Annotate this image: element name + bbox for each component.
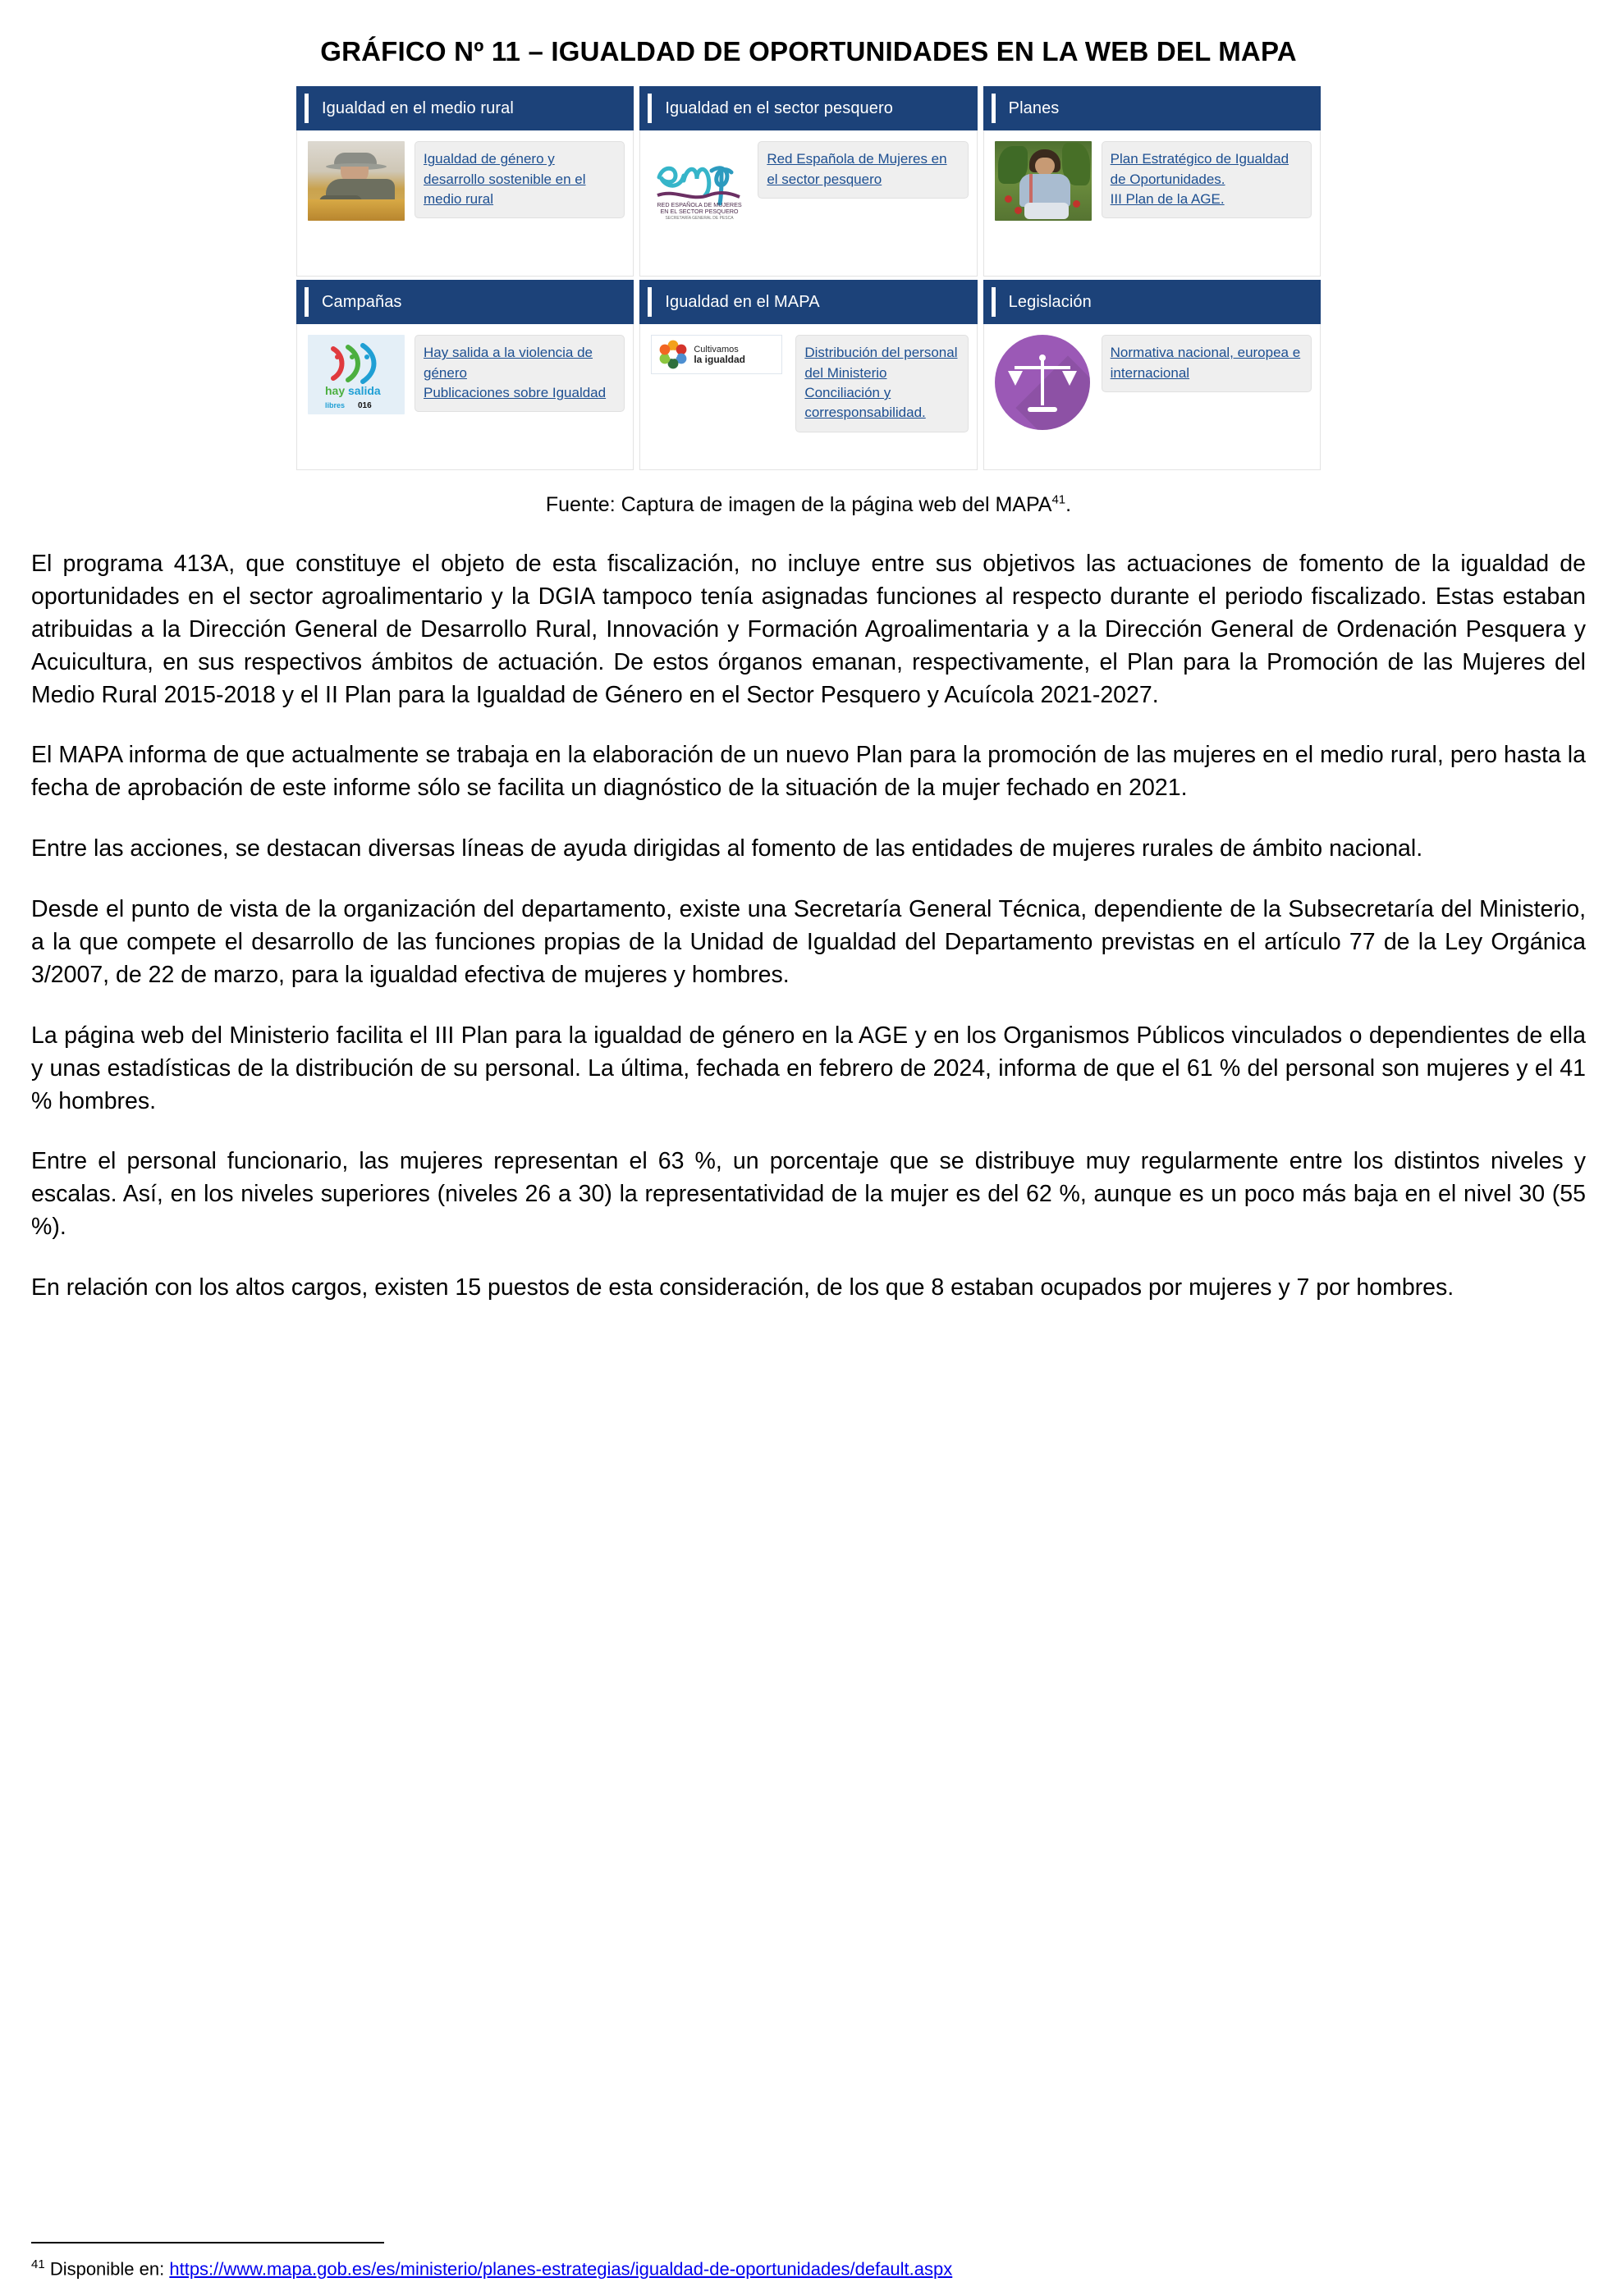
balance-glyph-icon	[995, 335, 1090, 430]
page-title: GRÁFICO Nº 11 – IGUALDAD DE OPORTUNIDADES EN LA WEB DEL MAPA	[320, 36, 1297, 67]
figure-column-3	[983, 86, 1321, 473]
panel-igualdad-en-el-mapa	[639, 280, 977, 470]
cultivamos-logo-text	[694, 345, 745, 366]
panel-thumbnail	[651, 141, 748, 221]
tomato-shape-icon	[1015, 207, 1022, 214]
link-plan-estrategico-igualdad-oportunidades[interactable]: Plan Estratégico de Igualdad de Oportunidades.	[1110, 151, 1289, 187]
figure-graphic-11	[296, 86, 1321, 473]
panel-title: Campañas	[322, 292, 402, 311]
accent-bar-icon	[992, 287, 996, 317]
panel-campanas	[296, 280, 634, 470]
paragraph-7: En relación con los altos cargos, existen 15 puestos de esta consideración, de los que 8 estaban ocupados por mujeres y 7 por hombres.	[31, 1274, 1454, 1301]
panel-header	[639, 86, 977, 130]
link-igualdad-genero-desarrollo-rural[interactable]: Igualdad de género y desarrollo sostenible en el medio rural	[424, 151, 586, 208]
wheat-field-shape-icon	[308, 199, 405, 221]
paragraph-5: La página web del Ministerio facilita el III Plan para la igualdad de género en la AGE y en los Organismos Públicos vinculados o dependientes de ella y unas estadísticas de la distribución de su personal. La última, fechada en febrero de 2024, informa de que el 61 % del personal son mujeres y el 41 % hombres.	[31, 1022, 1586, 1114]
panel-title: Planes	[1008, 98, 1060, 117]
cultivamos-la-igualdad-logo	[651, 335, 782, 374]
document-page	[0, 18, 1617, 2296]
panel-header	[296, 280, 634, 324]
panel-title: Legislación	[1008, 292, 1092, 311]
link-red-espanola-mujeres-sector-pesquero[interactable]: Red Española de Mujeres en el sector pesquero	[767, 151, 947, 187]
tomato-shape-icon	[1005, 195, 1012, 203]
panel-igualdad-sector-pesquero	[639, 86, 977, 277]
accent-bar-icon	[648, 287, 652, 317]
link-hay-salida-violencia-genero[interactable]: Hay salida a la violencia de género	[424, 345, 593, 381]
link-distribucion-personal-ministerio[interactable]: Distribución del personal del Ministerio	[804, 345, 958, 381]
figure-column-1	[296, 86, 634, 473]
accent-bar-icon	[992, 94, 996, 123]
panel-links-card	[795, 335, 968, 432]
panel-thumbnail	[308, 335, 405, 414]
link-publicaciones-sobre-igualdad[interactable]: Publicaciones sobre Igualdad	[424, 385, 607, 401]
link-conciliacion-corresponsabilidad[interactable]: Conciliación y corresponsabilidad.	[804, 385, 926, 421]
paragraph-1: El programa 413A, que constituye el objeto de esta fiscalización, no incluye entre sus objetivos las actuaciones de fomento de la igualdad de oportunidades en el sector agroalimentario y la DGIA tampoco tenía asignadas funciones al respecto durante el periodo fiscalizado. Estas estaban atribuidas a la Dirección General de Desarrollo Rural, Innovación y Formación Agroalimentaria y a la Dirección General de Ordenación Pesquera y Acuicultura, en sus respectivos ámbitos de actuación. De estos órganos emanan, respectivamente, el Plan para la Promoción de las Mujeres del Medio Rural 2015-2018 y el II Plan para la Igualdad de Género en el Sector Pesquero y Acuícola 2021-2027.	[31, 550, 1586, 708]
body-text	[31, 548, 1586, 1305]
paragraph-4: Desde el punto de vista de la organización del departamento, existe una Secretaría General Técnica, dependiente de la Subsecretaría del Ministerio, a la que compete el desarrollo de las funciones propias de la Unidad de Igualdad del Departamento previstas en el artículo 77 de la Ley Orgánica 3/2007, de 22 de marzo, para la igualdad efectiva de mujeres y hombres.	[31, 896, 1586, 988]
figure-column-2	[639, 86, 977, 473]
tomato-shape-icon	[1073, 200, 1080, 208]
panel-legislacion	[983, 280, 1321, 470]
remsp-logo-icon	[651, 141, 748, 221]
jeans-shape-icon	[1024, 203, 1069, 219]
panel-thumbnail	[308, 141, 405, 221]
logo-text-line-1: Cultivamos	[694, 344, 739, 354]
svg-text:salida: salida	[348, 383, 381, 397]
panel-links-card	[415, 335, 625, 412]
logo-text-line-2: la igualdad	[694, 353, 746, 365]
svg-text:hay: hay	[325, 383, 346, 397]
footnote-area	[31, 2242, 1586, 2281]
footnote-separator	[31, 2242, 384, 2243]
paragraph-3: Entre las acciones, se destacan diversas líneas de ayuda dirigidas al fomento de las entidades de mujeres rurales de ámbito nacional.	[31, 835, 1423, 862]
woman-garden-photo	[995, 141, 1092, 221]
panel-body	[983, 324, 1321, 470]
figure-caption-footnote-marker: 41	[1051, 493, 1066, 508]
red-espanola-mujeres-sector-pesquero-logo	[651, 141, 748, 221]
panel-body	[296, 130, 634, 277]
svg-text:libres: libres	[325, 400, 346, 409]
accent-bar-icon	[305, 287, 309, 317]
svg-text:016: 016	[358, 400, 372, 410]
figure-caption-text: Fuente: Captura de imagen de la página web del MAPA	[545, 493, 1052, 517]
panel-body	[983, 130, 1321, 277]
accent-bar-icon	[305, 94, 309, 123]
link-normativa-nacional-europea-internacional[interactable]: Normativa nacional, europea e internacional	[1110, 345, 1301, 381]
panel-thumbnail	[995, 141, 1092, 221]
panel-thumbnail	[995, 335, 1092, 430]
panel-title: Igualdad en el sector pesquero	[665, 98, 893, 117]
panel-body	[639, 130, 977, 277]
panel-links-card	[415, 141, 625, 218]
rural-woman-photo	[308, 141, 405, 221]
svg-text:SECRETARÍA GENERAL DE PESCA: SECRETARÍA GENERAL DE PESCA	[665, 216, 734, 222]
panel-header	[639, 280, 977, 324]
figure-grid	[296, 86, 1321, 473]
paragraph-6: Entre el personal funcionario, las mujeres representan el 63 %, un porcentaje que se distribuye muy regularmente entre los distintos niveles y escalas. Así, en los niveles superiores (niveles 26 a 30) la representatividad de la mujer es del 62 %, aunque es un poco más baja en el nivel 30 (55 %).	[31, 1148, 1586, 1241]
accent-bar-icon	[648, 94, 652, 123]
scales-of-justice-icon	[995, 335, 1090, 430]
link-iii-plan-age[interactable]: III Plan de la AGE.	[1110, 191, 1225, 208]
paragraph-2: El MAPA informa de que actualmente se trabaja en la elaboración de un nuevo Plan para la promoción de las mujeres en el medio rural, pero hasta la fecha de aprobación de este informe sólo se facilita un diagnóstico de la situación de la mujer fechado en 2021.	[31, 742, 1586, 802]
svg-text:EN EL SECTOR PESQUERO: EN EL SECTOR PESQUERO	[660, 208, 739, 216]
panel-igualdad-medio-rural	[296, 86, 634, 277]
flower-petals-icon	[657, 338, 689, 371]
panel-title: Igualdad en el MAPA	[665, 292, 820, 311]
panel-title: Igualdad en el medio rural	[322, 98, 514, 117]
hay-salida-logo-icon	[310, 337, 402, 413]
panel-header	[983, 86, 1321, 130]
footnote-marker: 41	[31, 2257, 45, 2272]
panel-body	[296, 324, 634, 470]
panel-header	[296, 86, 634, 130]
svg-text:RED ESPAÑOLA DE MUJERES: RED ESPAÑOLA DE MUJERES	[657, 201, 742, 209]
footnote-prefix: Disponible en:	[49, 2258, 170, 2280]
panel-links-card	[1102, 335, 1312, 392]
shirt-shape-icon	[1019, 174, 1070, 207]
panel-links-card	[1102, 141, 1312, 218]
panel-planes	[983, 86, 1321, 277]
panel-links-card	[758, 141, 968, 199]
figure-caption: Fuente: Captura de imagen de la página web del MAPA$^{41}$.	[545, 493, 1072, 517]
footnote-url-link[interactable]: https://www.mapa.gob.es/es/ministerio/planes-estrategias/igualdad-de-oportunidades/default.aspx	[169, 2258, 953, 2280]
panel-header	[983, 280, 1321, 324]
face-shape-icon	[1035, 158, 1055, 176]
panel-body	[639, 324, 977, 470]
panel-thumbnail	[651, 335, 786, 374]
hay-salida-campaign-logo	[308, 335, 405, 414]
